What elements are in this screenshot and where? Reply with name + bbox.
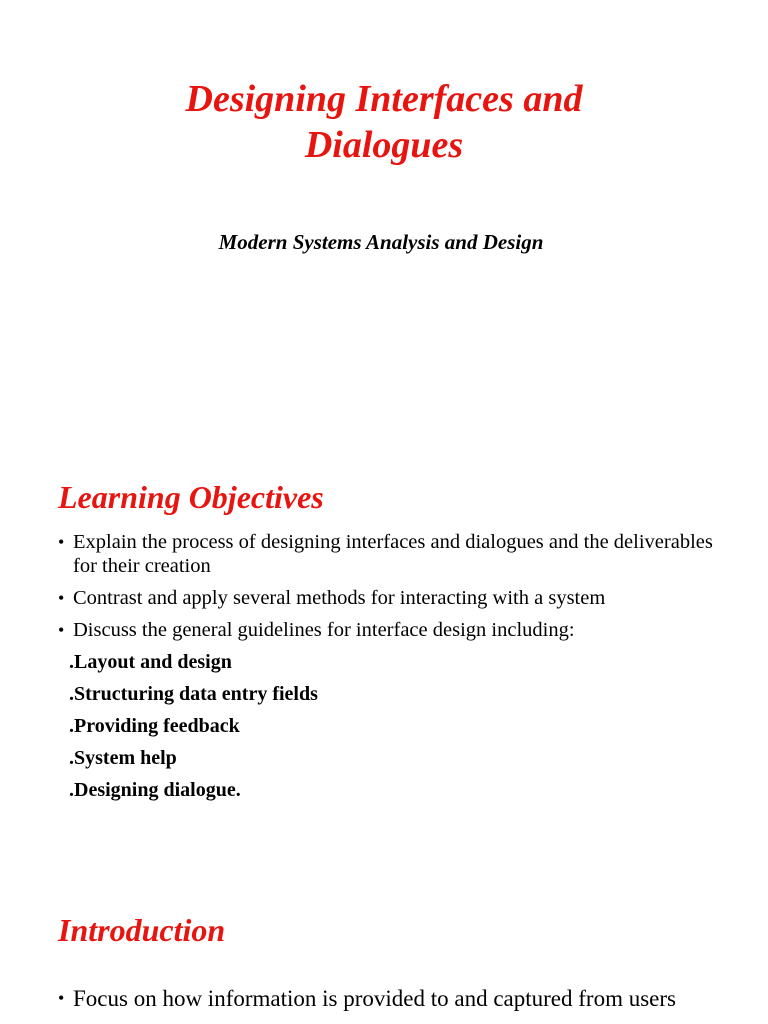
objective-bullet-2 bbox=[58, 586, 738, 610]
bullet-icon: • bbox=[58, 532, 65, 552]
objective-bullet-1 bbox=[58, 530, 738, 578]
objective-bullet-text: Contrast and apply several methods for interacting with a system bbox=[73, 587, 606, 609]
document-title-line-2: Dialogues bbox=[304, 124, 464, 166]
document-title-line-1: Designing Interfaces and bbox=[185, 78, 583, 120]
guideline-subitem: .Designing dialogue. bbox=[69, 779, 241, 801]
introduction-bullet-text: Focus on how information is provided to and captured from users bbox=[73, 986, 676, 1011]
document-subtitle: Modern Systems Analysis and Design bbox=[218, 230, 544, 254]
guideline-subitem: .Providing feedback bbox=[69, 715, 240, 737]
bullet-icon: • bbox=[58, 620, 65, 640]
bullet-icon: • bbox=[58, 988, 65, 1008]
objective-bullet-text: Explain the process of designing interfaces and dialogues and the deliverables for their creation bbox=[73, 531, 713, 577]
bullet-icon: • bbox=[58, 588, 65, 608]
objective-bullet-text: Discuss the general guidelines for interface design including: bbox=[73, 619, 575, 641]
introduction-bullet-1 bbox=[58, 985, 738, 1012]
guideline-subitem: .Layout and design bbox=[69, 651, 232, 673]
objective-bullet-3 bbox=[58, 618, 738, 642]
introduction-heading: Introduction bbox=[58, 912, 226, 948]
document-title bbox=[0, 76, 768, 168]
guideline-subitem: .System help bbox=[69, 747, 177, 769]
guideline-subitem: .Structuring data entry fields bbox=[69, 683, 318, 705]
learning-objectives-heading: Learning Objectives bbox=[58, 479, 324, 515]
